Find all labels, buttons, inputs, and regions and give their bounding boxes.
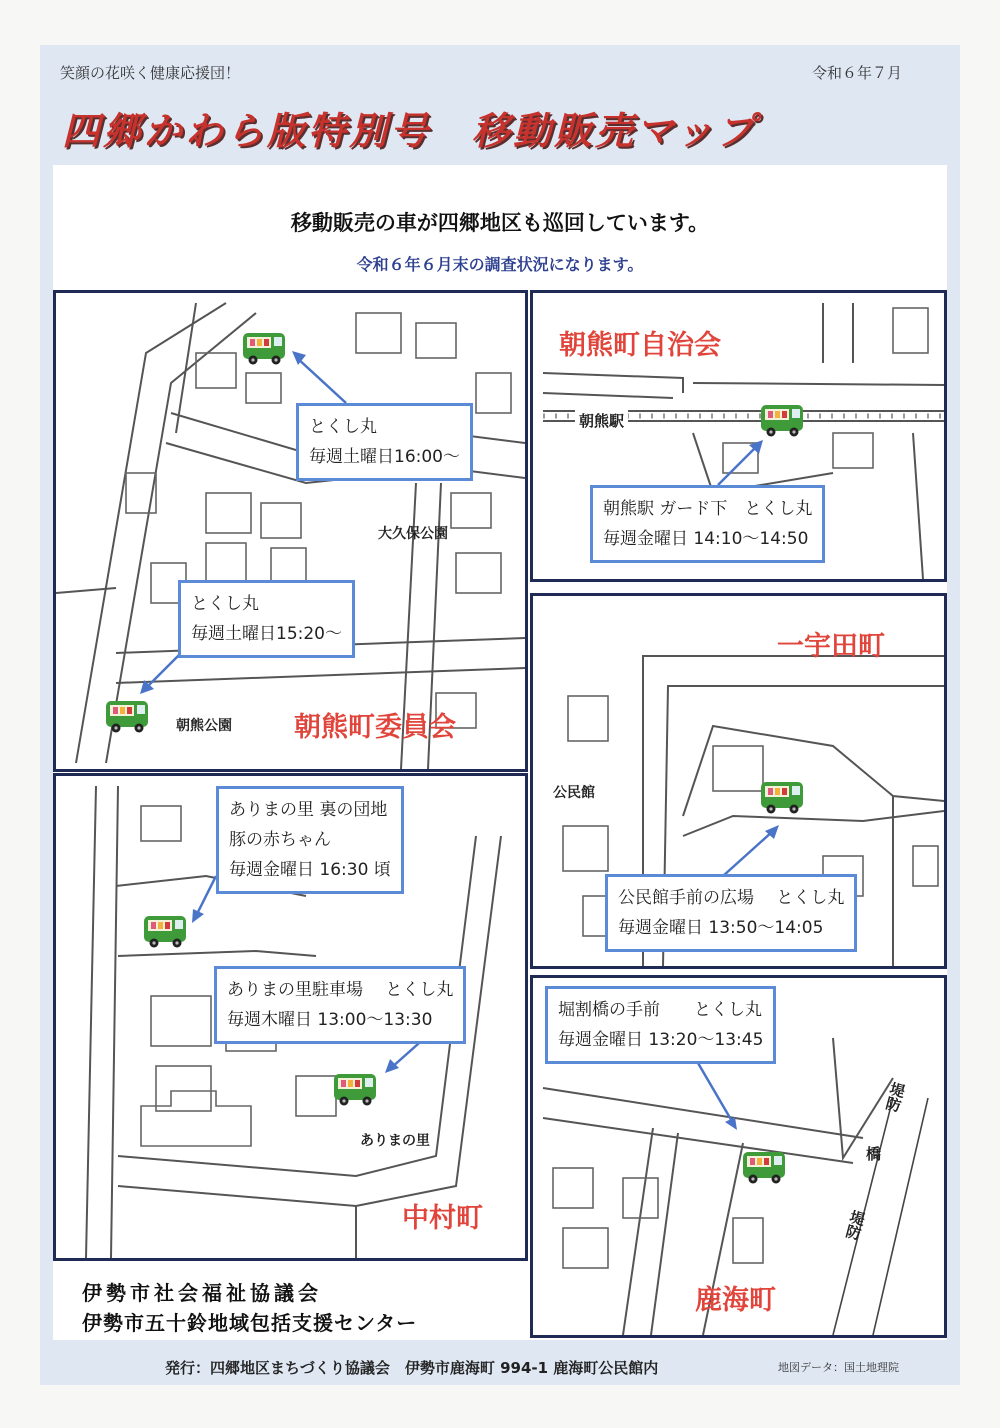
schedule-time: 毎週金曜日 13:20〜13:45: [558, 1030, 764, 1050]
panel-nakamuracho: [53, 773, 528, 1261]
organization-name: 伊勢市五十鈴地域包括支援センター: [82, 1311, 418, 1335]
schedule-time: 毎週土曜日16:00〜: [309, 447, 460, 467]
place-label: 朝熊公園: [176, 718, 232, 734]
schedule-time: 毎週金曜日 14:10〜14:50: [603, 529, 809, 549]
embankment-label: 堤防: [842, 1208, 868, 1242]
vendor-name: 公民館手前の広場 とくし丸: [618, 888, 845, 908]
panel-asakuma-iinkai: [53, 290, 528, 772]
vendor-name: ありまの里駐車場 とくし丸: [227, 980, 454, 1000]
sales-van-icon: [241, 329, 289, 367]
intro-headline: 移動販売の車が四郷地区も巡回しています。: [290, 211, 710, 235]
panel-shikaumicho: [530, 975, 947, 1338]
area-name: 朝熊町委員会: [294, 712, 456, 743]
vendor-name: 朝熊駅 ガード下 とくし丸: [603, 499, 813, 519]
schedule-callout: [216, 786, 404, 894]
place-label: 公民館: [553, 785, 595, 801]
schedule-callout: [590, 485, 825, 563]
sales-van-icon: [759, 778, 807, 816]
sales-van-icon: [741, 1148, 789, 1186]
sales-van-icon: [142, 912, 190, 950]
schedule-callout: [545, 986, 776, 1064]
schedule-callout: [296, 403, 473, 481]
intro-subline: 令和６年６月末の調査状況になります。: [356, 255, 644, 274]
area-name: 中村町: [402, 1203, 483, 1234]
schedule-callout: [214, 966, 466, 1044]
area-name: 鹿海町: [695, 1285, 776, 1316]
schedule-callout: [605, 874, 857, 952]
schedule-time: 毎週木曜日 13:00〜13:30: [227, 1010, 433, 1030]
place-label: 大久保公園: [378, 526, 448, 542]
issue-date: 令和６年７月: [812, 64, 903, 82]
place-label: ありまの里: [360, 1133, 430, 1149]
vendor-name: ありまの里 裏の団地: [229, 800, 388, 820]
vendor-name: とくし丸: [191, 594, 259, 614]
vendor-name: とくし丸: [309, 417, 377, 437]
panel-ichiudacho: [530, 593, 947, 969]
station-label: 朝熊駅: [575, 410, 628, 431]
page-title: 四郷かわら版特別号 移動販売マップ: [62, 108, 758, 153]
sales-van-icon: [332, 1070, 380, 1108]
area-name: 一宇田町: [777, 631, 885, 662]
publisher-info: 発行：四郷地区まちづくり協議会 伊勢市鹿海町 994-1 鹿海町公民館内: [165, 1359, 659, 1377]
schedule-callout: [178, 580, 355, 658]
area-name: 朝熊町自治会: [559, 330, 721, 361]
schedule-time: 毎週金曜日 13:50〜14:05: [618, 918, 824, 938]
vendor-name: 豚の赤ちゃん: [229, 830, 331, 850]
map-credit: 地図データ：国土地理院: [778, 1361, 899, 1374]
embankment-label: 堤防: [882, 1080, 908, 1114]
tagline: 笑顔の花咲く健康応援団！: [60, 64, 241, 82]
bridge-label: 橋: [864, 1146, 882, 1161]
organization-name: 伊勢市社会福祉協議会: [82, 1281, 322, 1305]
sales-van-icon: [104, 697, 152, 735]
schedule-time: 毎週金曜日 16:30 頃: [229, 860, 391, 880]
vendor-name: 堀割橋の手前 とくし丸: [558, 1000, 762, 1020]
panel-asakuma-jichikai: [530, 290, 947, 582]
schedule-time: 毎週土曜日15:20〜: [191, 624, 342, 644]
